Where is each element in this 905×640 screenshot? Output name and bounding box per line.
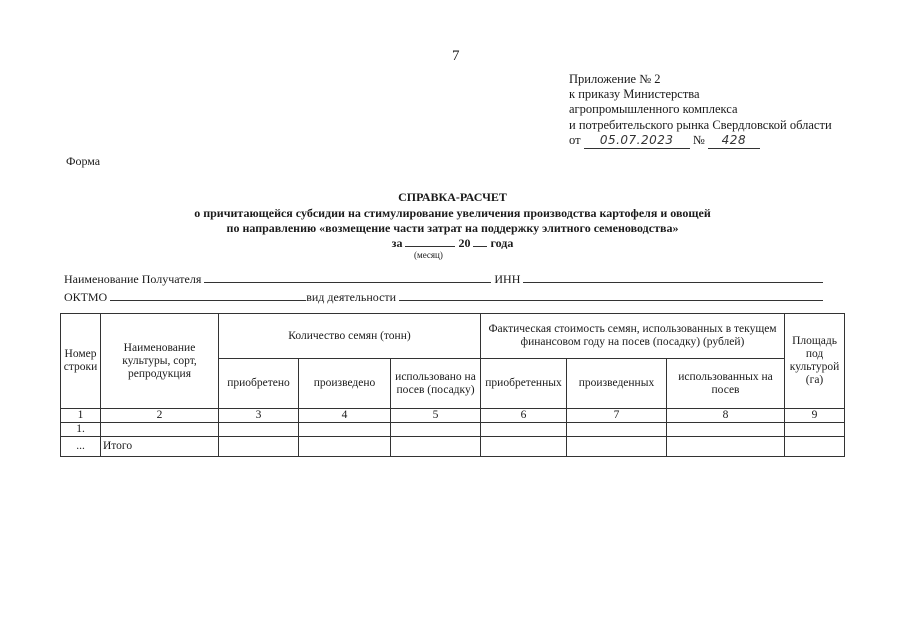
table-row xyxy=(61,437,845,457)
table-cell xyxy=(101,423,219,437)
table-cell xyxy=(785,437,845,457)
header-seed-quantity: Количество семян (тонн) xyxy=(219,314,481,359)
column-number: 8 xyxy=(667,409,785,423)
title-period xyxy=(0,236,905,251)
header-row-number: Номер строки xyxy=(61,314,101,409)
appendix-line-3: агропромышленного комплекса xyxy=(569,102,738,117)
activity-blank xyxy=(399,290,823,301)
handwritten-number: 428 xyxy=(721,132,747,147)
table-cell xyxy=(785,423,845,437)
total-label: Итого xyxy=(101,437,219,457)
number-prefix: № xyxy=(692,132,705,147)
table-cell xyxy=(567,423,667,437)
recipient-blank xyxy=(204,272,491,283)
appendix-line-1: Приложение № 2 xyxy=(569,72,661,86)
table-cell xyxy=(219,437,299,457)
row-number: ... xyxy=(61,437,101,457)
header-crop-name: Наименование культуры, сорт, репродукция xyxy=(101,314,219,409)
header-used-cost: использованных на посев xyxy=(667,359,785,409)
appendix-line-2: к приказу Министерства xyxy=(569,87,700,102)
appendix-date-line xyxy=(569,133,869,149)
year-blank xyxy=(473,236,487,247)
handwritten-date: 05.07.2023 xyxy=(599,132,674,147)
header-used-sowing: использовано на посев (посадку) xyxy=(391,359,481,409)
appendix-line-4: и потребительского рынка Свердловской области xyxy=(569,117,832,132)
header-acquired: приобретено xyxy=(219,359,299,409)
header-acquired-cost: приобретенных xyxy=(481,359,567,409)
oktmo-line xyxy=(64,290,823,305)
period-suffix: года xyxy=(490,236,514,250)
month-blank xyxy=(405,236,455,247)
recipient-line xyxy=(64,272,823,287)
column-number: 9 xyxy=(785,409,845,423)
table-cell xyxy=(481,437,567,457)
form-label: Форма xyxy=(66,154,101,168)
table-cell xyxy=(481,423,567,437)
table-cell xyxy=(299,423,391,437)
column-number: 6 xyxy=(481,409,567,423)
header-produced: произведено xyxy=(299,359,391,409)
period-year: 20 xyxy=(458,236,471,250)
column-number: 7 xyxy=(567,409,667,423)
number-field xyxy=(708,133,760,149)
column-number: 4 xyxy=(299,409,391,423)
title-direction: по направлению «возмещение части затрат на поддержку элитного семеноводства» xyxy=(226,221,679,235)
table-cell xyxy=(667,423,785,437)
table-cell xyxy=(219,423,299,437)
recipient-label: Наименование Получателя xyxy=(64,272,202,286)
column-number: 5 xyxy=(391,409,481,423)
column-number: 3 xyxy=(219,409,299,423)
date-field xyxy=(584,133,690,149)
document-title: СПРАВКА-РАСЧЕТ xyxy=(398,190,507,204)
period-prefix: за xyxy=(391,236,403,250)
calculation-table xyxy=(60,313,845,457)
oktmo-label: ОКТМО xyxy=(64,290,108,304)
row-number: 1. xyxy=(61,423,101,437)
oktmo-blank xyxy=(110,290,306,301)
inn-blank xyxy=(523,272,823,283)
table-cell xyxy=(391,423,481,437)
table-cell xyxy=(391,437,481,457)
header-actual-cost: Фактическая стоимость семян, использованных в текущем финансовом году на посев (посадку) (рублей) xyxy=(481,314,785,359)
date-prefix: от xyxy=(569,132,581,147)
column-number-row xyxy=(61,409,845,423)
month-caption: (месяц) xyxy=(414,250,443,260)
header-area: Площадь под культурой (га) xyxy=(785,314,845,409)
appendix-block xyxy=(569,72,869,149)
column-number: 2 xyxy=(101,409,219,423)
table-cell xyxy=(667,437,785,457)
table-cell xyxy=(299,437,391,457)
activity-label: вид деятельности xyxy=(306,290,397,304)
title-subject: о причитающейся субсидии на стимулирование увеличения производства картофеля и овощей xyxy=(194,206,711,220)
column-number: 1 xyxy=(61,409,101,423)
page-number: 7 xyxy=(452,48,460,64)
table-cell xyxy=(567,437,667,457)
header-produced-cost: произведенных xyxy=(567,359,667,409)
inn-label: ИНН xyxy=(494,272,521,286)
header-row-1 xyxy=(61,314,845,359)
table-row xyxy=(61,423,845,437)
